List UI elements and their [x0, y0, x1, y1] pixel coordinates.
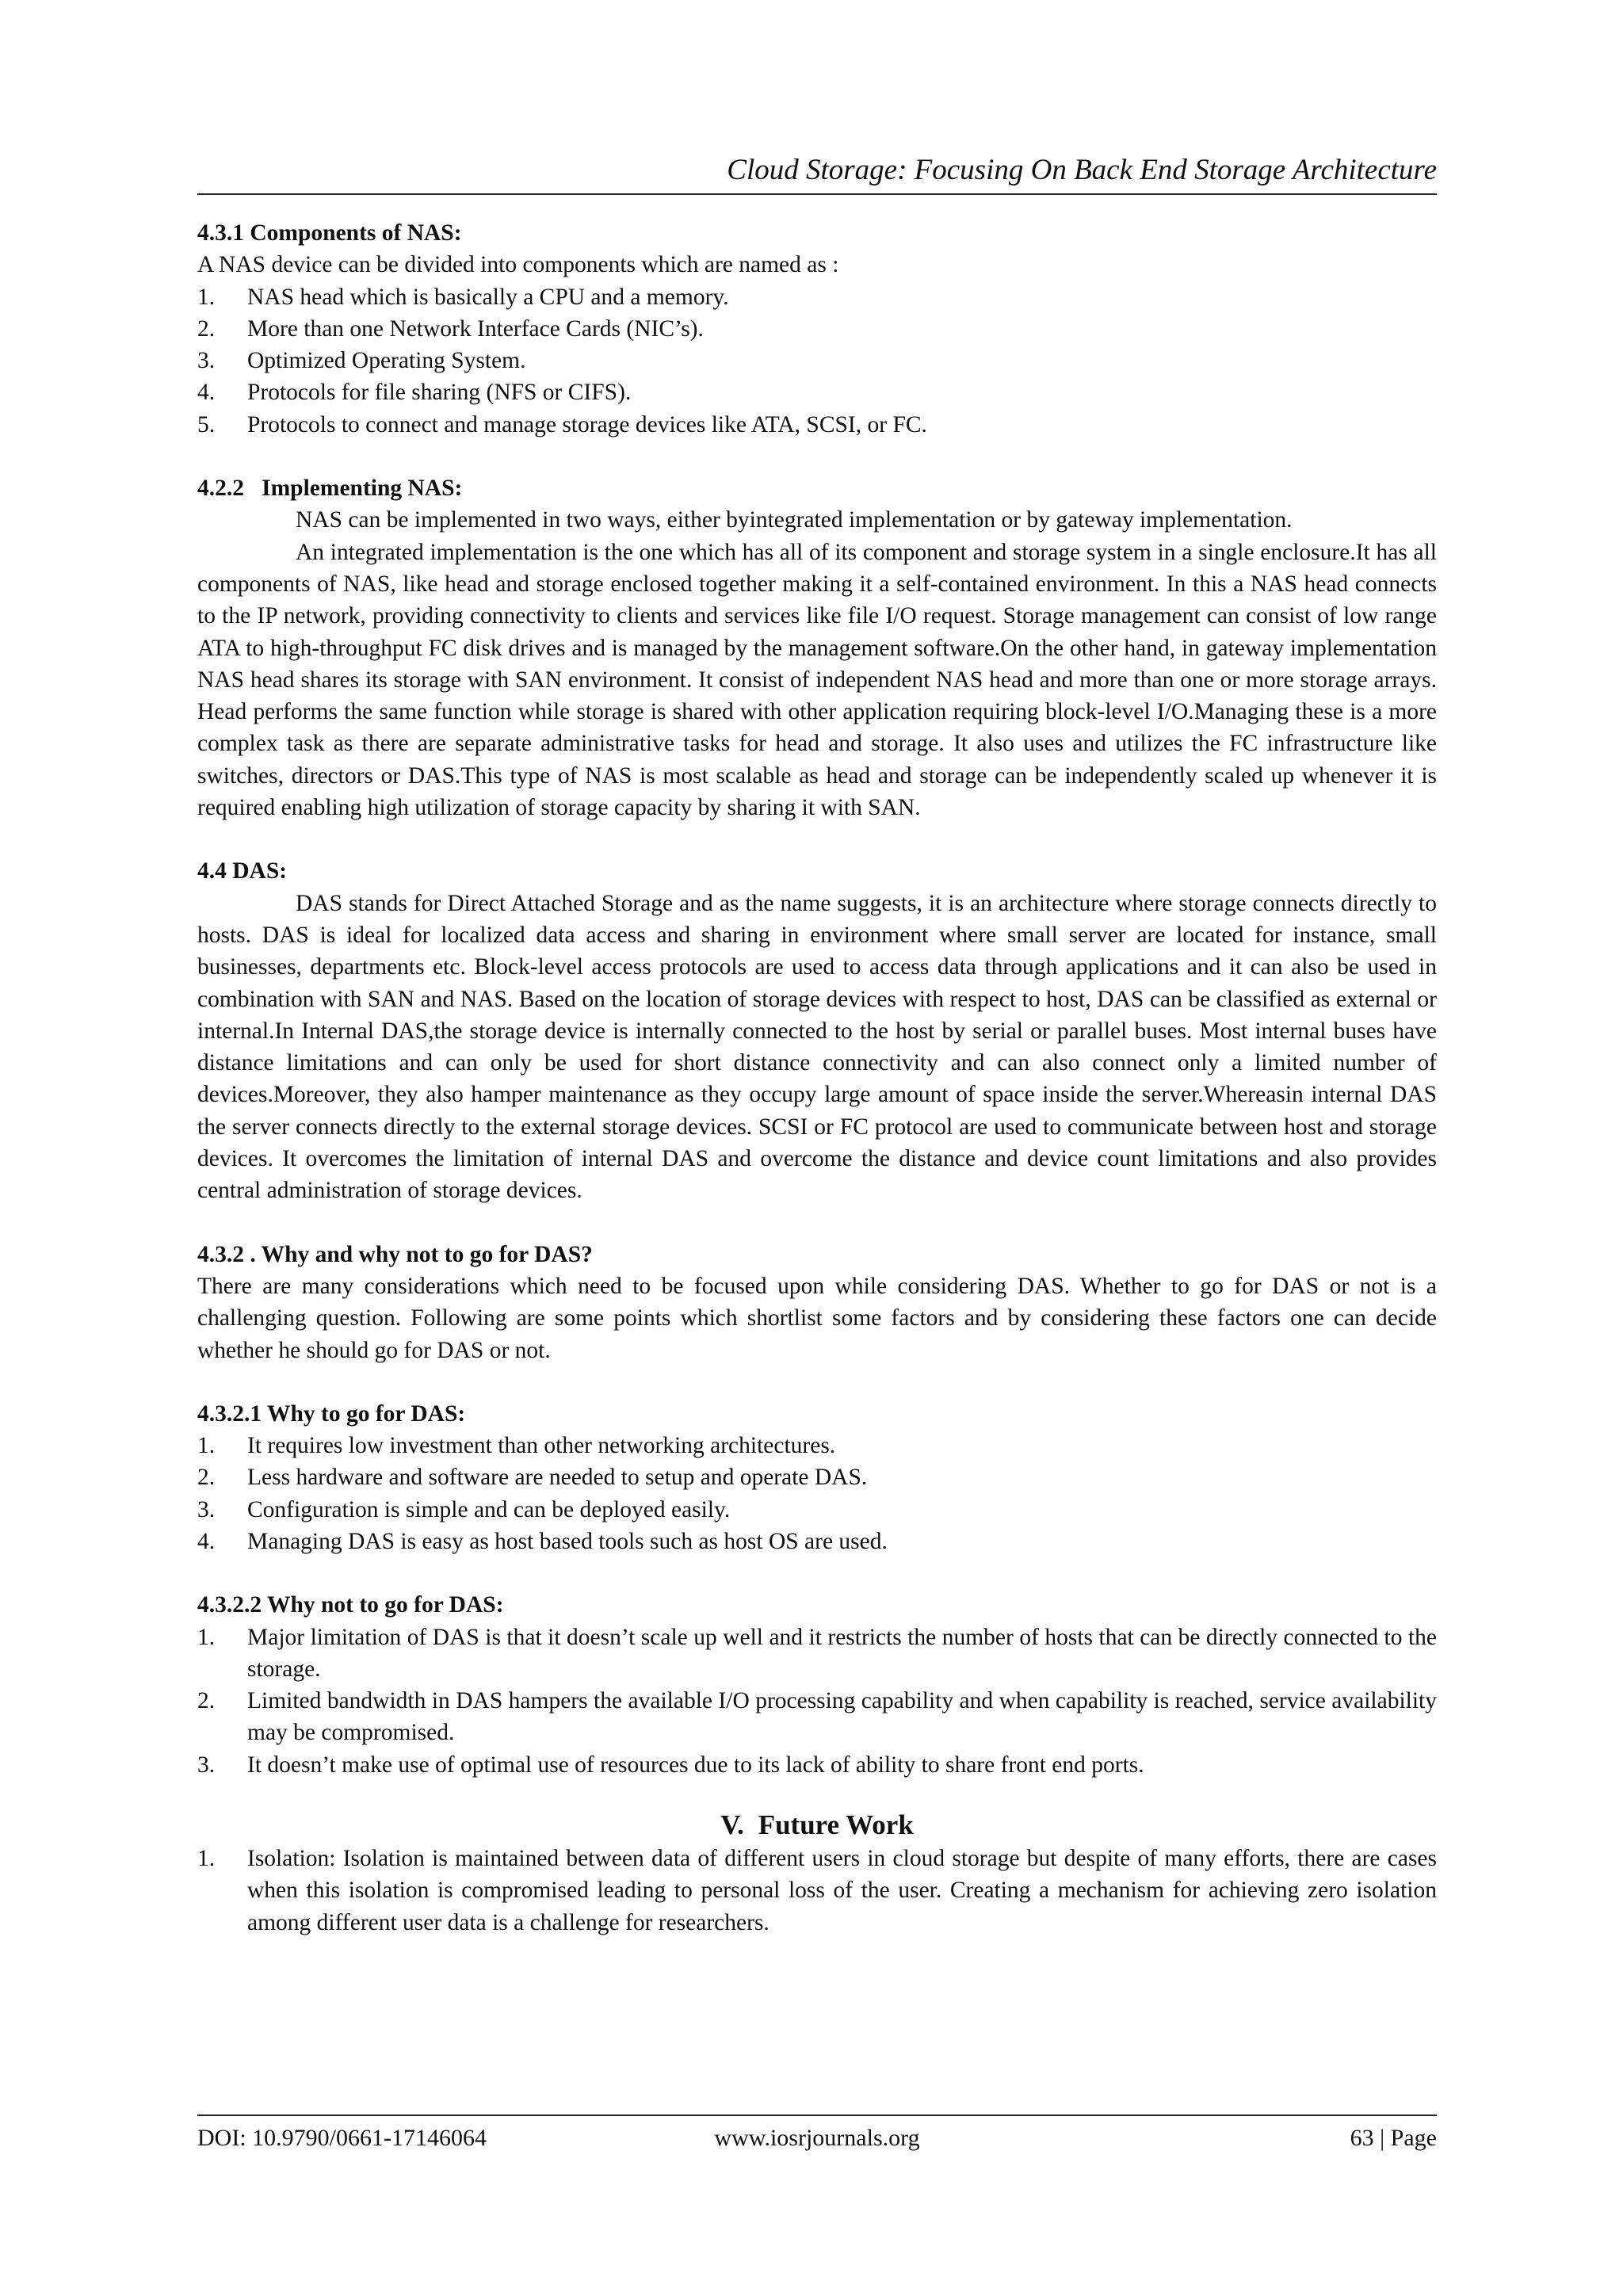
list-item	[197, 345, 1437, 376]
list-text: It doesn’t make use of optimal use of resources due to its lack of ability to share front end ports.	[247, 1752, 1144, 1778]
list-number: 1.	[197, 284, 216, 310]
list-item	[197, 1685, 1437, 1749]
section-intro: A NAS device can be divided into components which are named as :	[197, 252, 839, 278]
paragraph: NAS can be implemented in two ways, either byintegrated implementation or by gateway implementation.	[296, 507, 1293, 533]
list-text: Isolation: Isolation is maintained between data of different users in cloud storage but despite of many efforts, there are cases when this isolation is compromised leading to personal loss of the user. Creating a mechanism for achieving zero isolation among different user data is a challenge for researchers.	[247, 1846, 1437, 1935]
section-heading-4-3-1: 4.3.1 Components of NAS:	[197, 220, 462, 246]
list-text: Less hardware and software are needed to setup and operate DAS.	[247, 1465, 868, 1491]
list-item	[197, 1430, 1437, 1461]
list-number: 1.	[197, 1624, 216, 1650]
list-item	[197, 1494, 1437, 1526]
footer-doi: DOI: 10.9790/0661-17146064	[197, 2125, 487, 2151]
list-item	[197, 1622, 1437, 1686]
section-heading-4-3-2: 4.3.2 . Why and why not to go for DAS?	[197, 1241, 593, 1267]
running-header: Cloud Storage: Focusing On Back End Storage Architecture	[727, 154, 1437, 186]
header-rule	[197, 193, 1437, 195]
list-number: 3.	[197, 1496, 216, 1522]
footer-rule	[197, 2115, 1437, 2116]
future-work-list	[197, 1843, 1437, 1939]
paragraph: There are many considerations which need to be focused upon while considering DAS. Whether to go for DAS or not is a challenging question. Following are some points which shortlist some factors and by considering these factors one can decide whether he should go for DAS or not.	[197, 1273, 1437, 1363]
section-title-future-work	[197, 1808, 1437, 1843]
list-item	[197, 1461, 1437, 1493]
components-list	[197, 281, 1437, 441]
list-item	[197, 313, 1437, 345]
list-item	[197, 1526, 1437, 1557]
list-text: Protocols for file sharing (NFS or CIFS).	[247, 380, 632, 406]
section-number: V.	[720, 1809, 744, 1841]
why-not-das-list	[197, 1622, 1437, 1781]
list-number: 2.	[197, 1688, 216, 1714]
list-text: It requires low investment than other networking architectures.	[247, 1433, 836, 1459]
list-number: 1.	[197, 1846, 216, 1872]
section-heading-4-3-2-1: 4.3.2.1 Why to go for DAS:	[197, 1400, 466, 1427]
list-text: Optimized Operating System.	[247, 348, 526, 374]
footer-page-number: 63 | Page	[1350, 2125, 1437, 2151]
list-item	[197, 376, 1437, 408]
list-number: 5.	[197, 411, 216, 437]
page-footer	[197, 2121, 1437, 2156]
paragraph: DAS stands for Direct Attached Storage and as the name suggests, it is an architecture where storage connects directly to hosts. DAS is ideal for localized data access and sharing in environment where small server are located for instance, small businesses, departments etc. Block-level access protocols are used to access data through applications and it can also be used in combination with SAN and NAS. Based on the location of storage devices with respect to host, DAS can be classified as external or internal.In Internal DAS,the storage device is internally connected to the host by serial or parallel buses. Most internal buses have distance limitations and can only be used for short distance connectivity and can also connect only a limited number of devices.Moreover, they also hamper maintenance as they occupy large amount of space inside the server.Whereasin internal DAS the server connects directly to the external storage devices. SCSI or FC protocol are used to communicate between host and storage devices. It overcomes the limitation of internal DAS and overcome the distance and device count limitations and also provides central administration of storage devices.	[197, 890, 1437, 1204]
list-item	[197, 281, 1437, 313]
paragraph: An integrated implementation is the one which has all of its component and storage system in a single enclosure.It has all components of NAS, like head and storage enclosed together making it a self-contained environment. In this a NAS head connects to the IP network, providing connectivity to clients and services like file I/O request. Storage management can consist of low range ATA to high-throughput FC disk drives and is managed by the management software.On the other hand, in gateway implementation NAS head shares its storage with SAN environment. It consist of independent NAS head and more than one or more storage arrays. Head performs the same function while storage is shared with other application requiring block-level I/O.Managing these is a more complex task as there are separate administrative tasks for head and storage. It also uses and utilizes the FC infrastructure like switches, directors or DAS.This type of NAS is most scalable as head and storage can be independently scaled up whenever it is required enabling high utilization of storage capacity by sharing it with SAN.	[197, 539, 1437, 821]
list-number: 1.	[197, 1433, 216, 1459]
list-number: 4.	[197, 1528, 216, 1554]
section-heading-4-2-2: 4.2.2 Implementing NAS:	[197, 476, 463, 502]
why-das-list	[197, 1430, 1437, 1557]
section-title-text: Future Work	[758, 1809, 914, 1841]
list-item	[197, 1843, 1437, 1939]
list-number: 2.	[197, 1465, 216, 1491]
list-text: Protocols to connect and manage storage devices like ATA, SCSI, or FC.	[247, 411, 927, 437]
list-text: Major limitation of DAS is that it doesn’t scale up well and it restricts the number of hosts that can be directly connected to the storage.	[247, 1624, 1437, 1682]
list-item	[197, 1749, 1437, 1781]
list-text: Limited bandwidth in DAS hampers the available I/O processing capability and when capability is reached, service availability may be compromised.	[247, 1688, 1437, 1746]
list-text: Configuration is simple and can be deployed easily.	[247, 1496, 731, 1522]
list-number: 3.	[197, 348, 216, 374]
list-text: More than one Network Interface Cards (NIC’s).	[247, 315, 704, 342]
list-number: 2.	[197, 315, 216, 342]
list-item	[197, 409, 1437, 441]
list-number: 4.	[197, 380, 216, 406]
footer-website: www.iosrjournals.org	[714, 2125, 920, 2151]
list-number: 3.	[197, 1752, 216, 1778]
section-heading-4-4: 4.4 DAS:	[197, 858, 288, 884]
list-text: Managing DAS is easy as host based tools such as host OS are used.	[247, 1528, 888, 1554]
body-content	[197, 217, 1437, 1939]
section-heading-4-3-2-2: 4.3.2.2 Why not to go for DAS:	[197, 1592, 504, 1618]
list-text: NAS head which is basically a CPU and a memory.	[247, 284, 729, 310]
